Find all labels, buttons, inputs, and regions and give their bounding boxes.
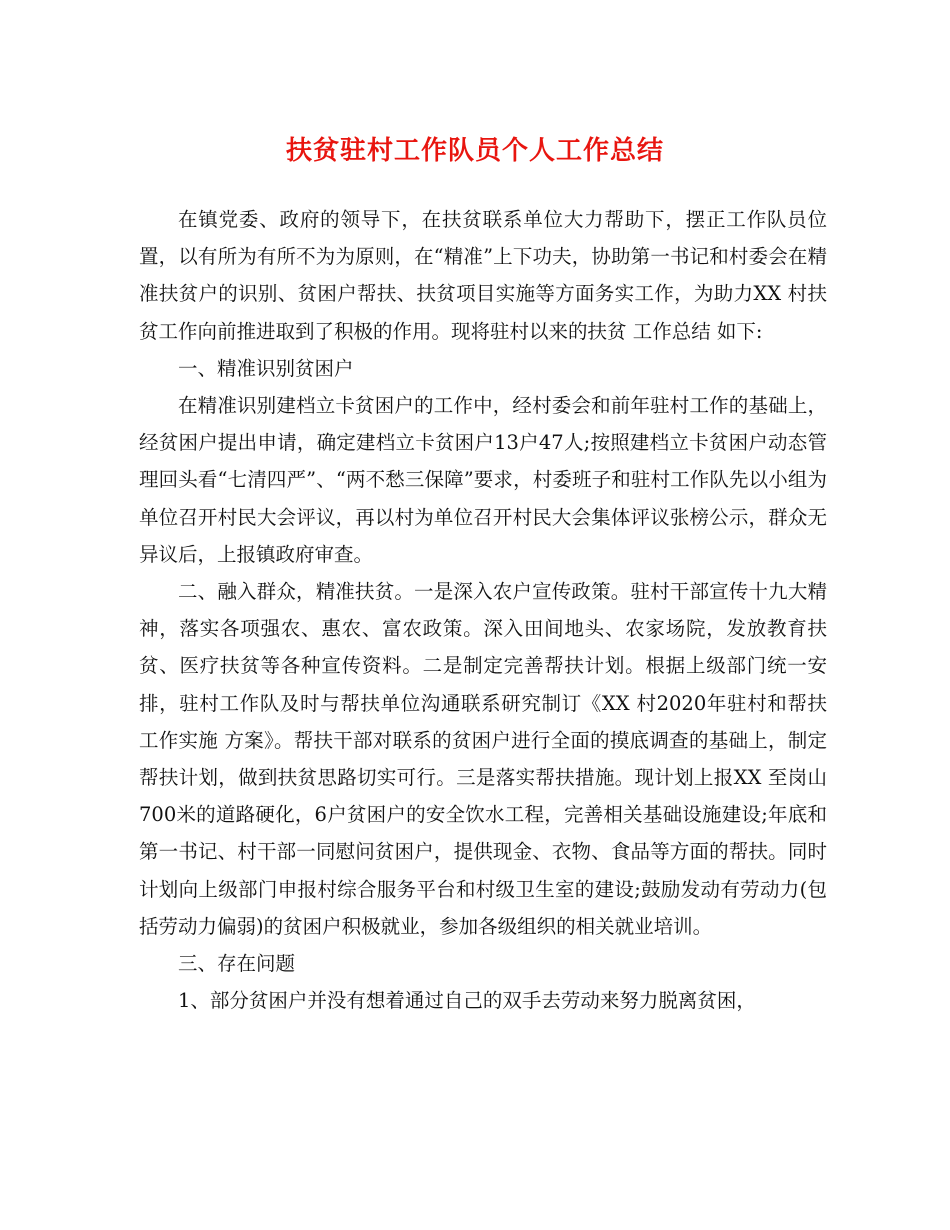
section-heading-1: 一、精准识别贫困户: [178, 356, 354, 380]
document-body: [139, 201, 827, 1019]
paragraph-integration: 二、融入群众，精准扶贫。一是深入农户宣传政策。驻村干部宣传十九大精神，落实各项强农、惠农、富农政策。深入田间地头、农家场院，发放教育扶贫、医疗扶贫等各种宣传资料。二是制定完善帮扶计划。根据上级部门统一安排，驻村工作队及时与帮扶单位沟通联系研究制订《XX 村2020年驻村和帮扶工作实施 方案》。帮扶干部对联系的贫困户进行全面的摸底调查的基础上，制定帮扶计划，做到扶贫思路切实可行。三是落实帮扶措施。现计划上报XX 至岗山700米的道路硬化，6户贫困户的安全饮水工程，完善相关基础设施建设;年底和第一书记、村干部一同慰问贫困户，提供现金、衣物、食品等方面的帮扶。同时计划向上级部门申报村综合服务平台和村级卫生室的建设;鼓励发动有劳动力(包括劳动力偏弱)的贫困户积极就业，参加各级组织的相关就业培训。: [139, 580, 827, 938]
paragraph-problem-1: 1、部分贫困户并没有想着通过自己的双手去劳动来努力脱离贫困，: [178, 989, 756, 1013]
section-heading-3: 三、存在问题: [178, 952, 296, 976]
paragraph-identification: 在精准识别建档立卡贫困户的工作中，经村委会和前年驻村工作的基础上，经贫困户提出申请，确定建档立卡贫困户13户47人;按照建档立卡贫困户动态管理回头看“七清四严”、“两不愁三保障”要求，村委班子和驻村工作队先以小组为单位召开村民大会评议，再以村为单位召开村民大会集体评议张榜公示，群众无异议后，上报镇政府审查。: [139, 394, 827, 566]
document-title: 扶贫驻村工作队员个人工作总结: [285, 136, 664, 166]
paragraph-intro: 在镇党委、政府的领导下，在扶贫联系单位大力帮助下，摆正工作队员位置，以有所为有所不为为原则，在“精准”上下功夫，协助第一书记和村委会在精准扶贫户的识别、贫困户帮扶、扶贫项目实施等方面务实工作，为助力XX 村扶贫工作向前推进取到了积极的作用。现将驻村以来的扶贫 工作总结 如下:: [139, 208, 827, 343]
